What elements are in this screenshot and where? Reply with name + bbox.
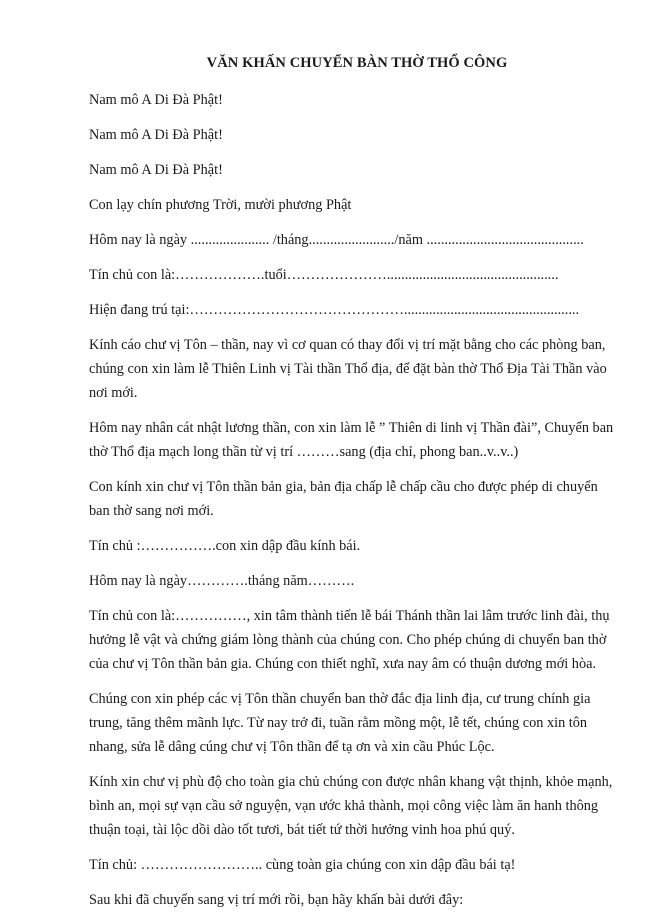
paragraph-prayer-2: Nam mô A Di Đà Phật!	[89, 127, 223, 143]
paragraph-offering: Tín chủ con là:……………, xin tâm thành tiến lễ bái Thánh thần lai lâm trước linh đài, thụ hưởng lễ vật và chứng giám lòng thành của chúng con. Cho phép chúng di chuyển ban thờ của chư vị Tôn thần bản gia. Chúng con thiết nghĩ, xưa nay âm có thuận dương mới hòa.	[89, 608, 610, 672]
paragraph-date-short: Hôm nay là ngày………….tháng năm……….	[89, 573, 355, 589]
paragraph-announcement: Kính cáo chư vị Tôn – thần, nay vì cơ quan có thay đổi vị trí mặt bằng cho các phòng ban, chúng con xin làm lễ Thiên Linh vị Tài thần Thổ địa, để đặt bàn thờ Thổ Địa Tài Thần vào nơi mới.	[89, 337, 607, 401]
paragraph-devotee-line: Tín chủ con là:……………….tuổi…………………................................................	[89, 267, 559, 283]
paragraph-devotee-bow: Tín chủ :…………….con xin dập đầu kính bái.	[89, 538, 361, 554]
paragraph-permission: Chúng con xin phép các vị Tôn thần chuyển ban thờ đắc địa linh địa, cư trung chính gia trung, tăng thêm mãnh lực. Từ nay trở đi, tuần rằm mồng một, lễ tết, chúng con xin tôn nhang, sửa lễ dâng cúng chư vị Tôn thần để tạ ơn và xin cầu Phúc Lộc.	[89, 691, 591, 755]
paragraph-next-step: Sau khi đã chuyển sang vị trí mới rồi, bạn hãy khấn bài dưới đây:	[89, 892, 464, 908]
document-title: VĂN KHẤN CHUYỂN BÀN THỜ THỔ CÔNG	[206, 55, 508, 71]
paragraph-salutation: Con lạy chín phương Trời, mười phương Phật	[89, 197, 352, 213]
paragraph-address-line: Hiện đang trú tại:……………………………………….................................................	[89, 302, 580, 318]
paragraph-closing: Tín chủ: …………………….. cùng toàn gia chúng con xin dập đầu bái tạ!	[89, 857, 516, 873]
paragraph-prayer-1: Nam mô A Di Đà Phật!	[89, 92, 223, 108]
paragraph-blessing: Kính xin chư vị phù độ cho toàn gia chủ chúng con được nhân khang vật thịnh, khỏe mạnh, bình an, mọi sự vạn cầu sở nguyện, vạn ước khả thành, mọi công việc làm ăn hanh thông thuận toại, tài lộc dồi dào tốt tươi, bát tiết tứ thời hưởng vinh hoa phú quý.	[89, 774, 613, 838]
paragraph-date-line: Hôm nay là ngày ...................... /tháng......................../năm ............................................	[89, 232, 584, 248]
paragraph-prayer-3: Nam mô A Di Đà Phật!	[89, 162, 223, 178]
paragraph-request: Con kính xin chư vị Tôn thần bản gia, bản địa chấp lễ chấp cầu cho được phép di chuyển ban thờ sang nơi mới.	[89, 479, 598, 519]
paragraph-ceremony: Hôm nay nhân cát nhật lương thần, con xin làm lễ ” Thiên di linh vị Thần đài”, Chuyển ban thờ Thổ địa mạch long thần từ vị trí ………sang (địa chỉ, phong ban..v..v..)	[89, 420, 614, 460]
